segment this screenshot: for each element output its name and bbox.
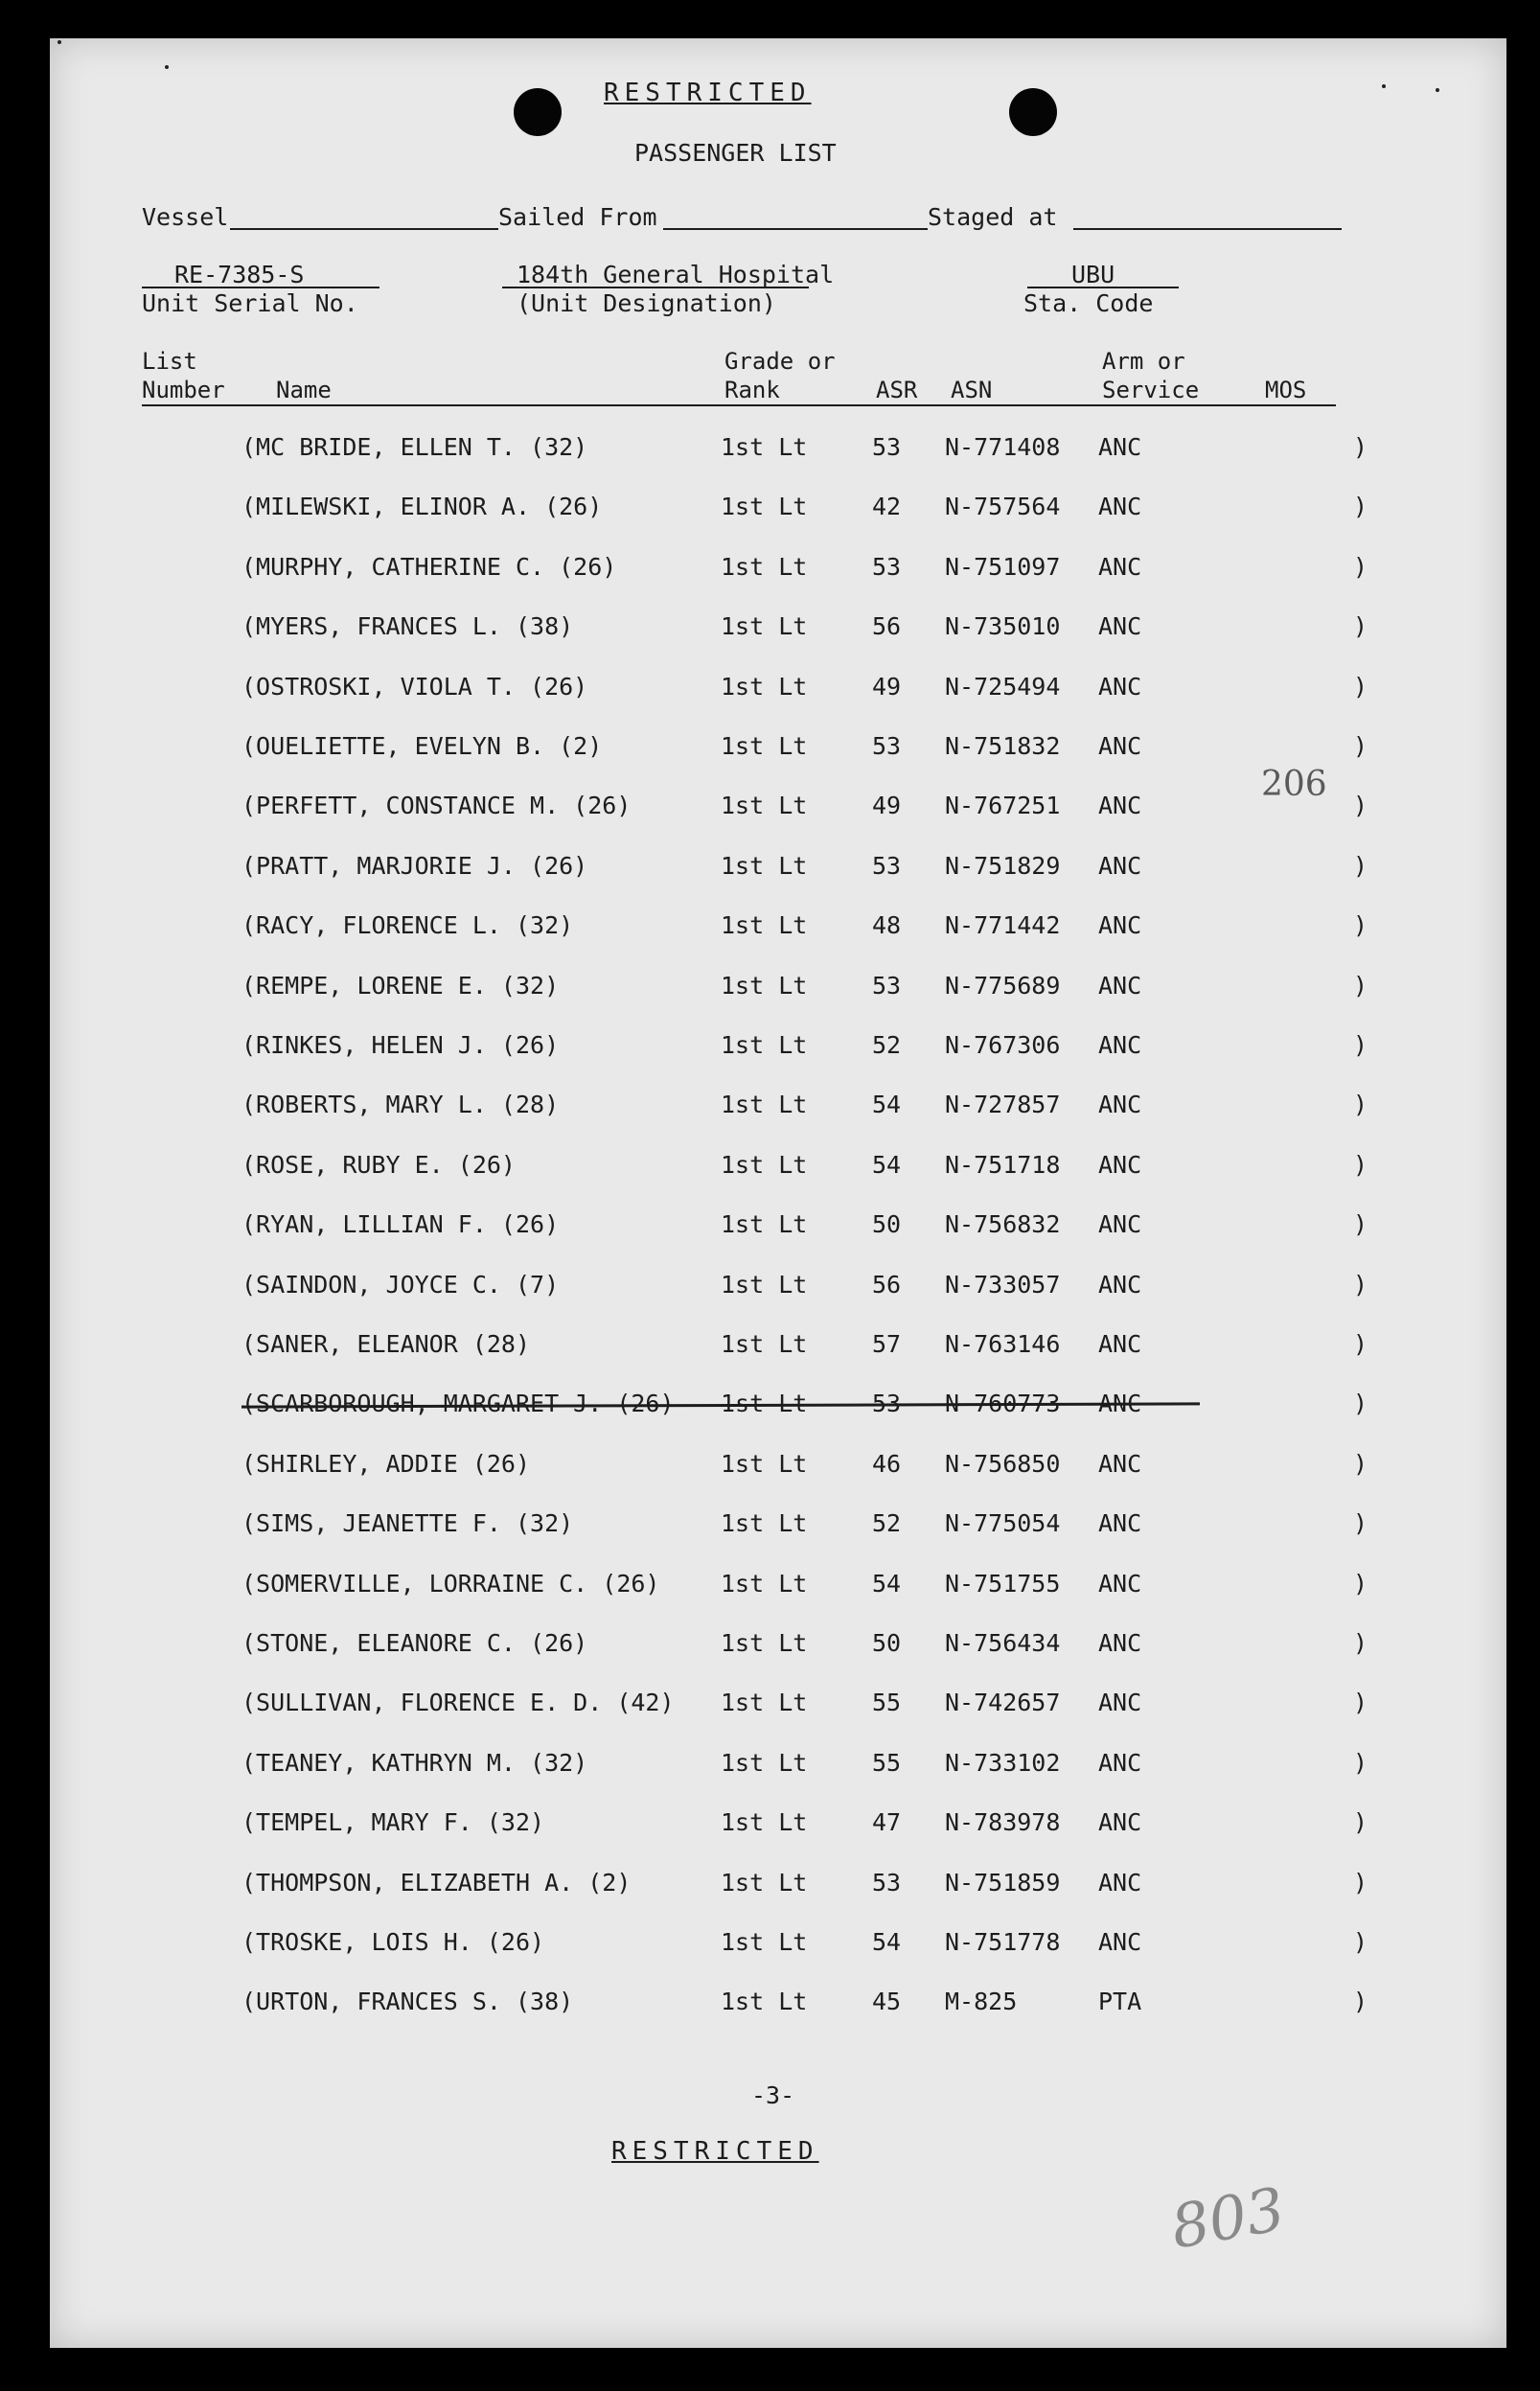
closing-paren: ): [1353, 851, 1368, 880]
arm-service: ANC: [1098, 1808, 1142, 1837]
grade-rank: 1st Lt: [721, 1390, 808, 1418]
asn-value: N-733102: [945, 1748, 1061, 1777]
closing-paren: ): [1353, 1689, 1368, 1717]
grade-rank: 1st Lt: [721, 1689, 808, 1717]
table-row: [50, 612, 1506, 651]
asn-value: N-751097: [945, 552, 1061, 581]
arm-service: ANC: [1098, 1689, 1142, 1717]
arm-service: ANC: [1098, 493, 1142, 521]
arm-service: ANC: [1098, 911, 1142, 940]
station-code: UBU: [1071, 261, 1115, 288]
arm-service: ANC: [1098, 1210, 1142, 1239]
grade-rank: 1st Lt: [721, 1031, 808, 1059]
grade-rank: 1st Lt: [721, 1091, 808, 1119]
asn-value: N-771442: [945, 911, 1061, 940]
table-row: [50, 1450, 1506, 1488]
grade-rank: 1st Lt: [721, 1330, 808, 1358]
station-code-label: Sta. Code: [1023, 289, 1154, 317]
asr-value: 53: [872, 732, 902, 760]
asr-value: 52: [872, 1031, 902, 1059]
passenger-name: (PERFETT, CONSTANCE M. (26): [241, 792, 632, 820]
arm-service: ANC: [1098, 612, 1142, 641]
table-row: [50, 1570, 1506, 1608]
asr-value: 57: [872, 1330, 902, 1358]
closing-paren: ): [1353, 1629, 1368, 1657]
closing-paren: ): [1353, 1150, 1368, 1179]
asn-value: N-751778: [945, 1928, 1061, 1956]
passenger-name: (TEANEY, KATHRYN M. (32): [241, 1748, 588, 1777]
asr-value: 54: [872, 1928, 902, 1956]
passenger-name: (MC BRIDE, ELLEN T. (32): [241, 433, 588, 461]
arm-service: PTA: [1098, 1988, 1142, 2016]
table-row: [50, 1390, 1506, 1428]
unit-designation-label: (Unit Designation): [517, 289, 776, 317]
punch-hole-right: [1009, 88, 1057, 136]
closing-paren: ): [1353, 493, 1368, 521]
grade-rank: 1st Lt: [721, 911, 808, 940]
asr-value: 55: [872, 1689, 902, 1717]
grade-rank: 1st Lt: [721, 851, 808, 880]
passenger-name: (SULLIVAN, FLORENCE E. D. (42): [241, 1689, 675, 1717]
table-row: [50, 673, 1506, 711]
col-header-arm-1: Arm or: [1102, 348, 1185, 375]
col-header-arm-2: Service: [1102, 377, 1200, 403]
closing-paren: ): [1353, 1868, 1368, 1897]
asn-value: N-751718: [945, 1150, 1061, 1179]
closing-paren: ): [1353, 911, 1368, 940]
asr-value: 54: [872, 1150, 902, 1179]
col-header-grade-1: Grade or: [724, 348, 836, 375]
asn-value: N-763146: [945, 1330, 1061, 1358]
closing-paren: ): [1353, 612, 1368, 641]
asn-value: N-756832: [945, 1210, 1061, 1239]
asn-value: N-733057: [945, 1270, 1061, 1299]
asn-value: N-767306: [945, 1031, 1061, 1059]
col-header-list-number-1: List: [142, 348, 197, 375]
grade-rank: 1st Lt: [721, 1449, 808, 1478]
closing-paren: ): [1353, 1330, 1368, 1358]
arm-service: ANC: [1098, 1629, 1142, 1657]
table-row: [50, 911, 1506, 950]
closing-paren: ): [1353, 1270, 1368, 1299]
grade-rank: 1st Lt: [721, 1150, 808, 1179]
grade-rank: 1st Lt: [721, 1270, 808, 1299]
col-header-grade-2: Rank: [724, 377, 780, 403]
closing-paren: ): [1353, 1449, 1368, 1478]
passenger-name: (RYAN, LILLIAN F. (26): [241, 1210, 560, 1239]
table-row: [50, 1031, 1506, 1069]
passenger-name: (THOMPSON, ELIZABETH A. (2): [241, 1868, 632, 1897]
grade-rank: 1st Lt: [721, 1988, 808, 2016]
closing-paren: ): [1353, 1390, 1368, 1418]
passenger-name: (MILEWSKI, ELINOR A. (26): [241, 493, 603, 521]
passenger-name: (MURPHY, CATHERINE C. (26): [241, 552, 617, 581]
asr-value: 49: [872, 672, 902, 701]
page-title: PASSENGER LIST: [634, 139, 837, 167]
closing-paren: ): [1353, 1210, 1368, 1239]
asr-value: 54: [872, 1569, 902, 1598]
table-row: [50, 553, 1506, 591]
asn-value: N-775054: [945, 1509, 1061, 1538]
closing-paren: ): [1353, 1569, 1368, 1598]
footer-classification: RESTRICTED: [611, 2137, 819, 2166]
asn-value: N-756434: [945, 1629, 1061, 1657]
sailed-from-label: Sailed From: [498, 203, 657, 231]
passenger-name: (ROSE, RUBY E. (26): [241, 1150, 516, 1179]
unit-designation-underline: [502, 287, 809, 288]
asr-value: 55: [872, 1748, 902, 1777]
arm-service: ANC: [1098, 1748, 1142, 1777]
table-row: [50, 1689, 1506, 1727]
table-row: [50, 1928, 1506, 1966]
arm-service: ANC: [1098, 1868, 1142, 1897]
grade-rank: 1st Lt: [721, 1868, 808, 1897]
passenger-name: (MYERS, FRANCES L. (38): [241, 612, 574, 641]
closing-paren: ): [1353, 552, 1368, 581]
asr-value: 53: [872, 1390, 902, 1418]
closing-paren: ): [1353, 792, 1368, 820]
asr-value: 53: [872, 971, 902, 1000]
asn-value: N-742657: [945, 1689, 1061, 1717]
table-row: [50, 1869, 1506, 1907]
asr-value: 50: [872, 1629, 902, 1657]
grade-rank: 1st Lt: [721, 612, 808, 641]
column-header-rule: [142, 404, 1336, 406]
grade-rank: 1st Lt: [721, 672, 808, 701]
table-row: [50, 1210, 1506, 1249]
grade-rank: 1st Lt: [721, 433, 808, 461]
arm-service: ANC: [1098, 1091, 1142, 1119]
table-row: [50, 1091, 1506, 1129]
passenger-name: (URTON, FRANCES S. (38): [241, 1988, 574, 2016]
paper-speck: [165, 65, 169, 69]
table-row: [50, 1749, 1506, 1787]
asr-value: 52: [872, 1509, 902, 1538]
unit-designation: 184th General Hospital: [517, 261, 835, 288]
table-row: [50, 1629, 1506, 1667]
asn-value: N-751755: [945, 1569, 1061, 1598]
staged-at-blank-line: [1073, 228, 1342, 230]
asn-value: M-825: [945, 1988, 1018, 2016]
grade-rank: 1st Lt: [721, 1210, 808, 1239]
asr-value: 47: [872, 1808, 902, 1837]
asr-value: 45: [872, 1988, 902, 2016]
asr-value: 48: [872, 911, 902, 940]
arm-service: ANC: [1098, 1390, 1142, 1418]
sailed-from-blank-line: [663, 228, 928, 230]
passenger-name: (SANER, ELEANOR (28): [241, 1330, 531, 1358]
classification-heading: RESTRICTED: [604, 79, 812, 107]
asn-value: N-735010: [945, 612, 1061, 641]
asn-value: N-751859: [945, 1868, 1061, 1897]
arm-service: ANC: [1098, 672, 1142, 701]
table-row: [50, 1808, 1506, 1847]
grade-rank: 1st Lt: [721, 493, 808, 521]
col-header-asn: ASN: [951, 377, 993, 403]
arm-service: ANC: [1098, 1449, 1142, 1478]
arm-service: ANC: [1098, 552, 1142, 581]
closing-paren: ): [1353, 1509, 1368, 1538]
table-row: [50, 433, 1506, 471]
passenger-name: (TEMPEL, MARY F. (32): [241, 1808, 545, 1837]
asr-value: 53: [872, 851, 902, 880]
table-row: [50, 493, 1506, 531]
passenger-name: (SOMERVILLE, LORRAINE C. (26): [241, 1569, 660, 1598]
table-row: [50, 1330, 1506, 1368]
grade-rank: 1st Lt: [721, 552, 808, 581]
passenger-name: (RACY, FLORENCE L. (32): [241, 911, 574, 940]
handwritten-number: 803: [1165, 2173, 1290, 2263]
closing-paren: ): [1353, 1031, 1368, 1059]
table-row: [50, 1509, 1506, 1548]
asr-value: 46: [872, 1449, 902, 1478]
arm-service: ANC: [1098, 1150, 1142, 1179]
stamp-number: 206: [1261, 765, 1327, 804]
asr-value: 42: [872, 493, 902, 521]
table-row: [50, 972, 1506, 1010]
passenger-name: (OSTROSKI, VIOLA T. (26): [241, 672, 588, 701]
grade-rank: 1st Lt: [721, 732, 808, 760]
asr-value: 50: [872, 1210, 902, 1239]
passenger-name: (STONE, ELEANORE C. (26): [241, 1629, 588, 1657]
asr-value: 49: [872, 792, 902, 820]
closing-paren: ): [1353, 1808, 1368, 1837]
passenger-name: (RINKES, HELEN J. (26): [241, 1031, 560, 1059]
arm-service: ANC: [1098, 1569, 1142, 1598]
col-header-name: Name: [276, 377, 332, 403]
grade-rank: 1st Lt: [721, 792, 808, 820]
closing-paren: ): [1353, 971, 1368, 1000]
asn-value: N-783978: [945, 1808, 1061, 1837]
passenger-name: (SCARBOROUGH, MARGARET J. (26): [241, 1390, 675, 1418]
asr-value: 54: [872, 1091, 902, 1119]
closing-paren: ): [1353, 433, 1368, 461]
paper-speck: [57, 40, 61, 44]
closing-paren: ): [1353, 1091, 1368, 1119]
asn-value: N-771408: [945, 433, 1061, 461]
document-page: [50, 38, 1506, 2348]
table-row: [50, 1271, 1506, 1309]
arm-service: ANC: [1098, 1270, 1142, 1299]
closing-paren: ): [1353, 672, 1368, 701]
station-code-underline: [1027, 287, 1179, 288]
staged-at-label: Staged at: [928, 203, 1058, 231]
asn-value: N-751832: [945, 732, 1061, 760]
arm-service: ANC: [1098, 1031, 1142, 1059]
asn-value: N-757564: [945, 493, 1061, 521]
grade-rank: 1st Lt: [721, 1629, 808, 1657]
unit-serial-label: Unit Serial No.: [142, 289, 358, 317]
table-row: [50, 1151, 1506, 1189]
asr-value: 56: [872, 612, 902, 641]
passenger-name: (REMPE, LORENE E. (32): [241, 971, 560, 1000]
punch-hole-left: [514, 88, 562, 136]
page-number: -3-: [751, 2081, 795, 2109]
closing-paren: ): [1353, 1748, 1368, 1777]
closing-paren: ): [1353, 1928, 1368, 1956]
table-row: [50, 852, 1506, 890]
col-header-mos: MOS: [1265, 377, 1307, 403]
passenger-name: (TROSKE, LOIS H. (26): [241, 1928, 545, 1956]
closing-paren: ): [1353, 1988, 1368, 2016]
grade-rank: 1st Lt: [721, 1509, 808, 1538]
vessel-blank-line: [230, 228, 498, 230]
grade-rank: 1st Lt: [721, 1748, 808, 1777]
arm-service: ANC: [1098, 433, 1142, 461]
asr-value: 53: [872, 433, 902, 461]
asn-value: N-760773: [945, 1390, 1061, 1418]
paper-speck: [1436, 88, 1439, 92]
grade-rank: 1st Lt: [721, 1808, 808, 1837]
arm-service: ANC: [1098, 1509, 1142, 1538]
arm-service: ANC: [1098, 792, 1142, 820]
col-header-asr: ASR: [876, 377, 918, 403]
passenger-name: (SIMS, JEANETTE F. (32): [241, 1509, 574, 1538]
arm-service: ANC: [1098, 851, 1142, 880]
table-row: [50, 1988, 1506, 2026]
passenger-name: (PRATT, MARJORIE J. (26): [241, 851, 588, 880]
paper-speck: [1382, 84, 1386, 88]
col-header-list-number-2: Number: [142, 377, 225, 403]
asn-value: N-756850: [945, 1449, 1061, 1478]
vessel-label: Vessel: [142, 203, 229, 231]
asn-value: N-725494: [945, 672, 1061, 701]
passenger-name: (SAINDON, JOYCE C. (7): [241, 1270, 560, 1299]
grade-rank: 1st Lt: [721, 1928, 808, 1956]
arm-service: ANC: [1098, 1330, 1142, 1358]
asn-value: N-767251: [945, 792, 1061, 820]
asn-value: N-751829: [945, 851, 1061, 880]
asr-value: 53: [872, 552, 902, 581]
passenger-name: (SHIRLEY, ADDIE (26): [241, 1449, 531, 1478]
asn-value: N-727857: [945, 1091, 1061, 1119]
unit-serial-underline: [142, 287, 379, 288]
arm-service: ANC: [1098, 971, 1142, 1000]
passenger-name: (ROBERTS, MARY L. (28): [241, 1091, 560, 1119]
grade-rank: 1st Lt: [721, 971, 808, 1000]
closing-paren: ): [1353, 732, 1368, 760]
arm-service: ANC: [1098, 1928, 1142, 1956]
unit-serial-no: RE-7385-S: [174, 261, 305, 288]
asn-value: N-775689: [945, 971, 1061, 1000]
passenger-name: (OUELIETTE, EVELYN B. (2): [241, 732, 603, 760]
asr-value: 56: [872, 1270, 902, 1299]
asr-value: 53: [872, 1868, 902, 1897]
arm-service: ANC: [1098, 732, 1142, 760]
grade-rank: 1st Lt: [721, 1569, 808, 1598]
